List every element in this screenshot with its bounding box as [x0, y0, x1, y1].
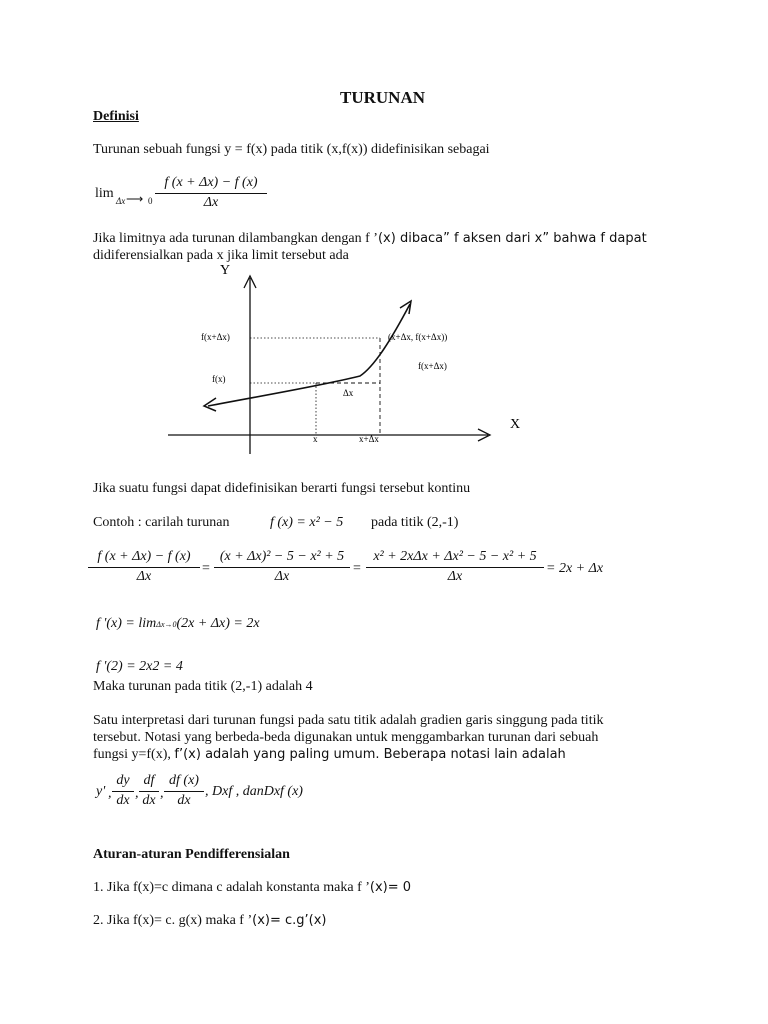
label-dx: Δx [343, 388, 354, 398]
notation-yprime: y' [96, 784, 106, 799]
jika-line1-b: (x) dibaca” f aksen dari x” bahwa f dapat [377, 231, 647, 246]
label-point: (x+Δx, f(x+Δx)) [388, 332, 448, 342]
notation-dy-dx [112, 773, 134, 809]
notation-df-dx [139, 773, 159, 809]
eq1-equals-1: = [202, 561, 210, 576]
eq1-f3-numerator: x² + 2xΔx + Δx² − 5 − x² + 5 [373, 549, 537, 564]
rule1-a: 1. Jika f(x)=c dimana c adalah konstanta maka f ’ [93, 880, 370, 895]
limit-denominator: Δx [203, 195, 219, 210]
contoh-label: Contoh : carilah turunan [93, 515, 230, 530]
notation-f2-denominator: dx [142, 793, 156, 808]
eq1-f3-denominator: Δx [447, 569, 463, 584]
jika-line2: didiferensialkan pada x jika limit tersebut ada [93, 248, 349, 263]
eq2-subscript: Δx→0 [156, 620, 177, 629]
notation-f3-denominator: dx [177, 793, 191, 808]
maka-text: Maka turunan pada titik (2,-1) adalah 4 [93, 679, 313, 694]
notation-tail: , Dxf , danDxf (x) [205, 784, 303, 799]
rule-2 [93, 912, 327, 929]
fraction-bar [164, 791, 204, 792]
interp-line1: Satu interpretasi dari turunan fungsi pada satu titik adalah gradien garis singgung pada titik [93, 713, 604, 728]
contoh-function: f (x) = x² − 5 [270, 515, 344, 530]
y-axis-label: Y [220, 263, 231, 278]
fraction-bar [214, 567, 350, 568]
eq1-f1-numerator: f (x + Δx) − f (x) [97, 549, 191, 564]
eq1-f2-denominator: Δx [274, 569, 290, 584]
rule1-b: (x)= 0 [369, 880, 412, 895]
tick-x: x [313, 434, 318, 444]
fraction-bar [139, 791, 159, 792]
notation-dfx-dx [164, 773, 204, 809]
notation-f3-numerator: df (x) [169, 773, 199, 788]
page-title: TURUNAN [340, 88, 425, 107]
limit-fraction [155, 175, 267, 211]
rule2-a: 2. Jika f(x)= c. g(x) maka f ’ [93, 913, 253, 928]
eq1-f2-numerator: (x + Δx)² − 5 − x² + 5 [219, 549, 345, 564]
eq1-result: = 2x + Δx [546, 561, 604, 576]
eq1-fraction-1 [88, 549, 200, 585]
interp-line3-b: f’(x) adalah yang paling umum. Beberapa notasi lain adalah [174, 747, 566, 762]
eq2-rest: (2x + Δx) = 2x [176, 616, 260, 631]
eq2-main: f '(x) = lim [96, 616, 157, 631]
eq3: f '(2) = 2x2 = 4 [96, 659, 183, 674]
interp-line3 [93, 746, 566, 763]
eq1-fraction-2 [214, 549, 350, 585]
limit-lim: lim [95, 186, 114, 201]
rule-1 [93, 879, 411, 896]
notation-comma-3: , [160, 786, 164, 801]
limit-sub: Δx [116, 196, 126, 206]
label-fxdx-left: f(x+Δx) [201, 332, 230, 342]
contoh-point: pada titik (2,-1) [371, 515, 459, 530]
rule2-b: (x)= c.g’(x) [252, 913, 327, 928]
notation-f2-numerator: df [143, 773, 155, 788]
x-axis-label: X [510, 417, 521, 432]
interp-line3-a: fungsi y=f(x), [93, 747, 175, 762]
definisi-heading: Definisi [93, 109, 139, 124]
label-fxdx-right: f(x+Δx) [418, 361, 447, 371]
notation-f1-denominator: dx [116, 793, 130, 808]
eq1-equals-2: = [353, 561, 361, 576]
eq2-lhs [96, 615, 260, 633]
limit-arrow: ⟶ [126, 192, 144, 206]
definisi-text: Turunan sebuah fungsi y = f(x) pada titik (x,f(x)) didefinisikan sebagai [93, 142, 490, 157]
aturan-heading: Aturan-aturan Pendifferensialan [93, 847, 290, 862]
notation-comma-2: , [135, 786, 139, 801]
interp-line2: tersebut. Notasi yang berbeda-beda digunakan untuk menggambarkan turunan dari sebuah [93, 730, 599, 745]
fraction-bar [366, 567, 544, 568]
tick-xdx: x+Δx [359, 434, 379, 444]
eq1-fraction-3 [366, 549, 544, 585]
notation-comma-1: , [108, 786, 112, 801]
jika-line1 [93, 230, 647, 247]
jika-line1-a: Jika limitnya ada turunan dilambangkan dengan f ’ [93, 231, 378, 246]
eq1-f1-denominator: Δx [136, 569, 152, 584]
label-fx-left: f(x) [212, 374, 226, 384]
notation-f1-numerator: dy [116, 773, 130, 788]
kontinu-text: Jika suatu fungsi dapat didefinisikan berarti fungsi tersebut kontinu [93, 481, 471, 496]
fraction-bar [88, 567, 200, 568]
fraction-bar [112, 791, 134, 792]
limit-zero: 0 [148, 196, 153, 206]
limit-numerator: f (x + Δx) − f (x) [164, 175, 258, 190]
fraction-bar [155, 193, 267, 194]
derivative-graph [160, 258, 540, 458]
